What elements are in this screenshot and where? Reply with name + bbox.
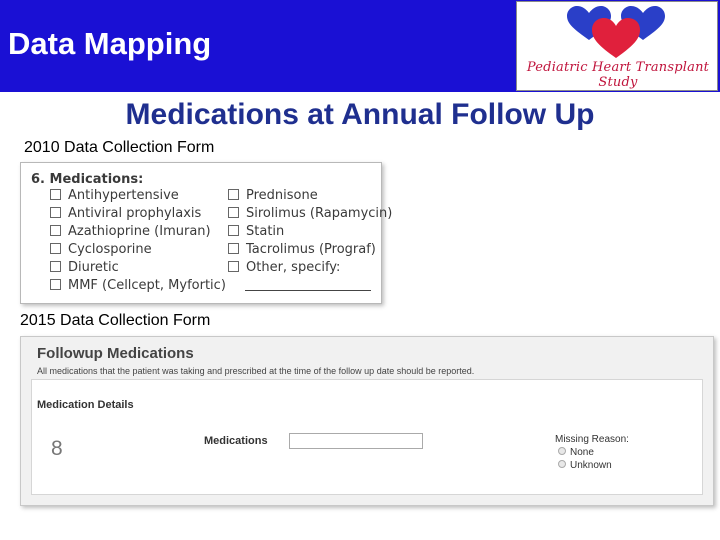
checkbox-icon — [228, 261, 239, 272]
checkbox-icon — [50, 279, 61, 290]
checkbox-icon — [50, 225, 61, 236]
medications-question-title: 6. Medications: — [31, 172, 144, 187]
logo-text: Pediatric Heart Transplant Study — [526, 60, 710, 90]
specify-underline — [245, 290, 371, 291]
checkbox-icon — [228, 225, 239, 236]
checkbox-label: Sirolimus (Rapamycin) — [246, 206, 393, 221]
followup-medications-title: Followup Medications — [37, 345, 194, 362]
missing-reason-option-unknown[interactable] — [558, 460, 612, 471]
banner-title: Data Mapping — [8, 26, 212, 61]
checkbox-option — [50, 260, 119, 276]
checkbox-icon — [50, 189, 61, 200]
question-number: 8 — [51, 437, 63, 460]
checkbox-icon — [50, 243, 61, 254]
checkbox-label: Statin — [246, 224, 285, 239]
checkbox-icon — [228, 207, 239, 218]
form-2015-image — [20, 336, 714, 506]
missing-reason-label: Missing Reason: — [555, 434, 629, 445]
checkbox-label: Azathioprine (Imuran) — [68, 224, 211, 239]
medications-input[interactable] — [289, 433, 423, 449]
checkbox-option — [50, 242, 152, 258]
checkbox-option — [50, 278, 226, 294]
checkbox-option — [228, 188, 318, 204]
checkbox-option — [228, 206, 392, 222]
checkbox-label: Cyclosporine — [68, 242, 152, 257]
checkbox-option — [228, 242, 376, 258]
form-2010-caption: 2010 Data Collection Form — [24, 139, 215, 156]
checkbox-icon — [228, 243, 239, 254]
checkbox-option — [50, 188, 179, 204]
radio-icon[interactable] — [558, 460, 566, 468]
checkbox-label: Other, specify: — [246, 260, 341, 275]
center-red-heart-icon — [592, 18, 640, 58]
checkbox-option — [50, 224, 211, 240]
followup-medications-instructions: All medications that the patient was taking and prescribed at the time of the follow up date should be reported. — [37, 366, 475, 376]
form-2010-image — [20, 162, 393, 304]
checkbox-icon — [228, 189, 239, 200]
checkbox-option — [50, 206, 201, 222]
hearts-logo-icon — [565, 6, 669, 60]
checkbox-icon — [50, 207, 61, 218]
missing-reason-option-none[interactable] — [558, 447, 594, 458]
radio-label: None — [570, 447, 594, 458]
medications-field-label: Medications — [204, 435, 268, 447]
checkbox-label: Prednisone — [246, 188, 318, 203]
checkbox-label: Antiviral prophylaxis — [68, 206, 202, 221]
checkbox-option — [228, 224, 284, 240]
checkbox-option — [228, 260, 340, 276]
checkbox-label: MMF (Cellcept, Myfortic) — [68, 278, 226, 293]
checkbox-label: Tacrolimus (Prograf) — [246, 242, 376, 257]
radio-icon[interactable] — [558, 447, 566, 455]
study-logo — [516, 1, 718, 91]
checkbox-label: Diuretic — [68, 260, 119, 275]
slide-heading: Medications at Annual Follow Up — [125, 98, 595, 131]
medication-details-heading: Medication Details — [37, 399, 134, 411]
checkbox-icon — [50, 261, 61, 272]
checkbox-label: Antihypertensive — [68, 188, 179, 203]
form-2015-caption: 2015 Data Collection Form — [20, 312, 211, 329]
radio-label: Unknown — [570, 460, 612, 471]
medication-details-panel — [31, 379, 703, 495]
